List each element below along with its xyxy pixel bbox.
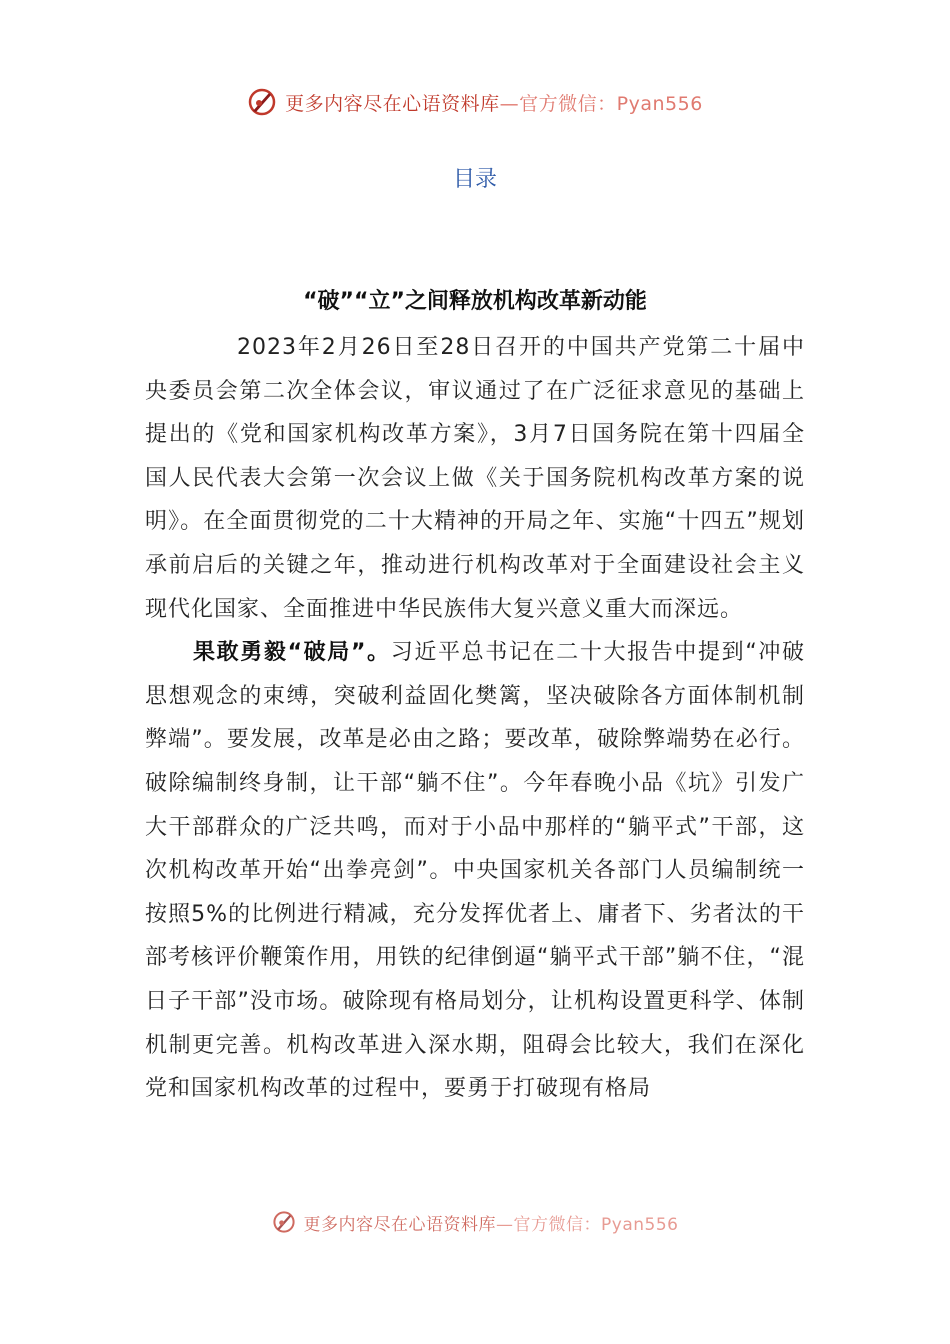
header-watermark-text [285,89,703,116]
toc-link[interactable]: 目录 [452,167,497,192]
footer-wechat: —官方微信：Pyan556 [496,1214,679,1235]
footer-brand: 更多内容尽在心语资料库 [303,1214,497,1235]
header-wechat: —官方微信：Pyan556 [499,92,703,115]
paragraph-2-text: 习近平总书记在二十大报告中提到“冲破思想观念的束缚，突破利益固化樊篱，坚决破除各方面体制机制弊端”。要发展，改革是必由之路；要改革，破除弊端势在必行。破除编制终身制，让干部“躺不住”。今年春晚小品《坑》引发广大干部群众的广泛共鸣，而对于小品中那样的“躺平式”干部，这次机构改革开始“出拳亮剑”。中央国家机关各部门人员编制统一按照5%的比例进行精减，充分发挥优者上、庸者下、劣者汰的干部考核评价鞭策作用，用铁的纪律倒逼“躺平式干部”躺不住，“混日子干部”没市场。破除现有格局划分，让机构设置更科学、体制机制更完善。机构改革进入深水期，阻碍会比较大，我们在深化党和国家机构改革的过程中，要勇于打破现有格局 [145,640,806,1102]
header-brand: 更多内容尽在心语资料库 [285,92,500,115]
page-header [0,84,950,120]
quill-logo-icon [247,87,277,117]
page-footer [0,1208,950,1236]
footer-watermark-text [304,1210,679,1235]
paragraph-2-lead: 果敢勇毅“破局”。 [193,640,391,666]
quill-logo-icon [272,1210,296,1234]
paragraph-1: 2023年2月26日至28日召开的中国共产党第二十届中央委员会第二次全体会议，审议通过了在广泛征求意见的基础上提出的《党和国家机构改革方案》，3月7日国务院在第十四届全国人民代表大会第一次会议上做《关于国务院机构改革方案的说明》。在全面贯彻党的二十大精神的开局之年、实施“十四五”规划承前启后的关键之年，推动进行机构改革对于全面建设社会主义现代化国家、全面推进中华民族伟大复兴意义重大而深远。 [145,335,805,622]
article-body [145,326,805,1111]
paragraph-2 [145,631,805,1111]
article-title: “破”“立”之间释放机构改革新动能 [303,289,647,314]
